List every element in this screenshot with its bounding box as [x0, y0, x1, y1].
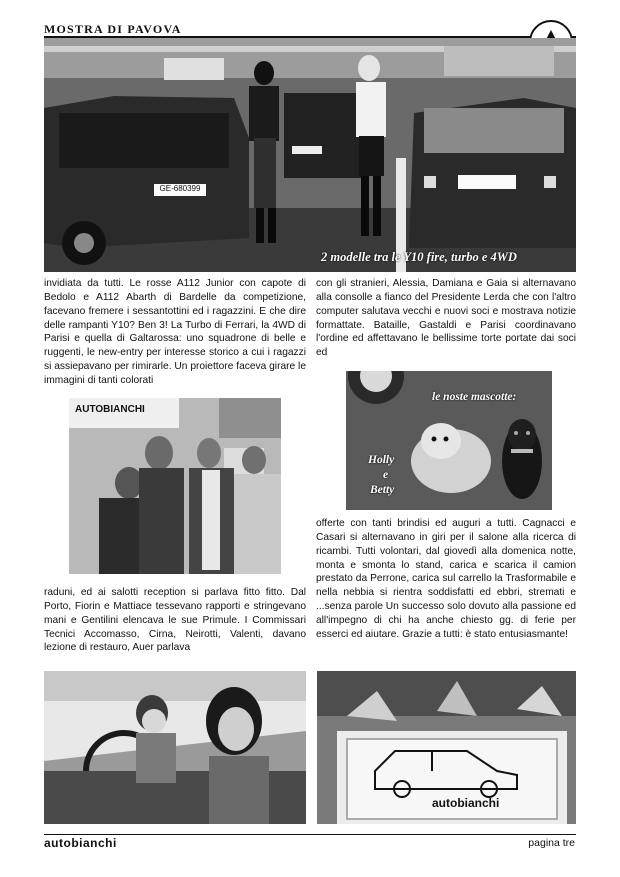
- footer-divider: [44, 834, 576, 835]
- left-column-text-2: [44, 586, 306, 655]
- photo-models-cars: [44, 38, 576, 272]
- photo-caption: 2 modelle tra le Y10 fire, turbo e 4WD: [321, 250, 517, 264]
- photo-cake: [317, 671, 576, 824]
- license-plate: GE-680399: [159, 184, 201, 193]
- photo-woman-child-car: [44, 671, 306, 824]
- photo-group-men: [69, 398, 281, 574]
- dog-name-holly: Holly: [368, 454, 395, 466]
- mascots-caption: le noste mascotte:: [432, 391, 517, 403]
- autobianchi-sign: AUTOBIANCHI: [75, 404, 145, 415]
- cake-lettering: autobianchi: [432, 796, 500, 810]
- right-column-text-1: [316, 277, 576, 360]
- page-number: pagina tre: [528, 837, 575, 849]
- right-column-text-2: [316, 517, 576, 642]
- footer-autobianchi-logo: autobianchi: [44, 836, 117, 850]
- paragraph: con gli stranieri, Alessia, Damiana e Gaia si alternavano alla consolle a fianco del Presidente Lerda che con l'altro computer salutava vecchi e nuovi soci e mostrava notizie formattate. Bataille, Gastaldi e Parisi coordinavano l'ordine ed affettavano le bellissime torte portate dai soci ed: [316, 278, 576, 359]
- dog-name-betty: Betty: [370, 484, 395, 496]
- dog-name-conjunction: e: [383, 469, 389, 481]
- left-column-text-1: [44, 277, 306, 388]
- paragraph: invidiata da tutti. Le rosse A112 Junior con capote di Bedolo e A112 Abarth di Bardelle da competizione, facevano fremere i sessantottini ed i ragazzini. E che dire delle rampanti Y10? Ben 3! La Turbo di Ferrari, la 4WD di Parisi e quella di Galtarossa: uno squadrone di belle e ruggenti, le new-entry per interesse storico a cui i ragazzi si assiepavano per rimirarle. Un proiettore faceva girare le immagini di tanti colorati: [44, 278, 306, 386]
- paragraph: offerte con tanti brindisi ed auguri a tutti. Cagnacci e Casari si alternavano in giri per il salone alla ricerca di ricambi. Tutti volontari, dal giovedì alla domenica notte, monta e smonta lo stand, carica e scarica il camion prestato da Perrone, carica sul carrello la Trasformabile e nella nebbia si rientra soddisfatti ed ebbri, stremati e ...senza parole Un successo solo dovuto alla passione ed all'impegno di chi ha anche chiesto gg. di ferie per esserci ed aiutare. Grazie a tutti: è stato entusiasmante!: [316, 518, 576, 640]
- photo-mascots-dogs: [346, 371, 552, 510]
- paragraph: raduni, ed ai salotti reception si parlava fitto fitto. Dal Porto, Fiorin e Mattiace tessevano rapporti e stringevano mani e Gentilini elencava le sue Primule. I Commissari Tecnici Accomasso, Cirna, Neirotti, Valenti, davano lezione di restauro, Auer parlava: [44, 587, 306, 654]
- page-header-title: MOSTRA DI PAVOVA: [44, 22, 182, 36]
